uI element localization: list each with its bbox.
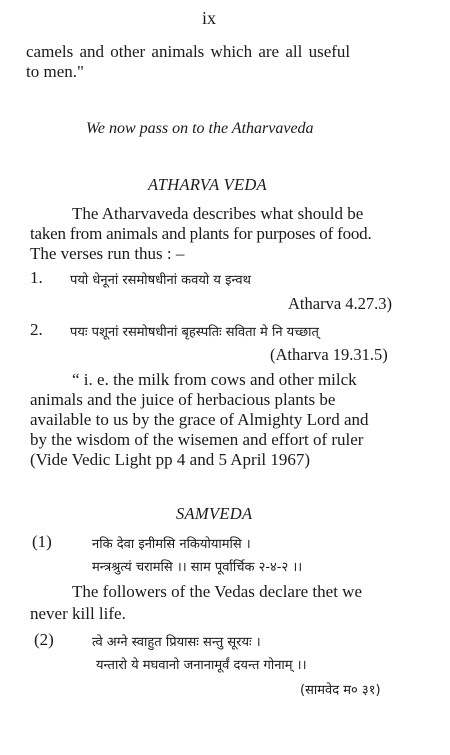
atharva-verse-1-number: 1. (30, 268, 43, 287)
atharva-verse-2-reference: (Atharva 19.31.5) (270, 345, 388, 364)
intro-line-1: camels and other animals which are all useful (26, 42, 351, 61)
atharva-para-line-3: The verses run thus : – (30, 244, 185, 263)
samveda-verse-2-line-2: यन्तारो ये मघवानो जनानामूर्वं दयन्त गोनाम् ।। (96, 658, 307, 673)
samveda-verse-1-number: (1) (32, 532, 52, 551)
samveda-verse-1-line-2: मन्त्रश्रुत्यं चरामसि ।। साम पूर्वार्चिक २-४-२ ।। (92, 560, 303, 575)
quote-line-1: “ i. e. the milk from cows and other milck (72, 370, 357, 389)
samveda-verse-2-reference: (सामवेद म० ३१) (300, 683, 381, 698)
atharva-verse-1-text: पयो धेनूनां रसमोषधीनां कवयो य इन्वथ (70, 273, 251, 288)
atharva-para-line-1: The Atharvaveda describes what should be (72, 204, 364, 223)
atharva-verse-1-reference: Atharva 4.27.3) (288, 294, 393, 313)
quote-line-5: (Vide Vedic Light pp 4 and 5 April 1967) (30, 450, 311, 469)
atharva-heading: ATHARVA VEDA (148, 175, 267, 194)
samveda-verse-2-number: (2) (34, 630, 54, 649)
samveda-verse-1-line-1: नकि देवा इनीमसि नकियोयामसि । (92, 537, 251, 552)
atharva-para-line-2: taken from animals and plants for purposes of food. (30, 224, 372, 243)
samveda-para-line-2: never kill life. (30, 604, 126, 623)
transition-line: We now pass on to the Atharvaveda (86, 120, 314, 137)
page-number: ix (202, 8, 217, 28)
quote-line-4: by the wisdom of the wisemen and effort of ruler (30, 430, 364, 449)
samveda-heading: SAMVEDA (176, 504, 253, 523)
atharva-verse-2-text: पयः पशूनां रसमोषधीनां बृहस्पतिः सविता मे नि यच्छात् (70, 325, 319, 340)
atharva-verse-2-number: 2. (30, 320, 43, 339)
quote-line-3: available to us by the grace of Almighty Lord and (30, 410, 369, 429)
samveda-verse-2-line-1: त्वे अग्ने स्वाहुत प्रियासः सन्तु सूरयः । (92, 635, 261, 650)
quote-line-2: animals and the juice of herbacious plants be (30, 390, 336, 409)
intro-line-2: to men." (26, 62, 84, 81)
samveda-para-line-1: The followers of the Vedas declare thet we (72, 582, 362, 601)
